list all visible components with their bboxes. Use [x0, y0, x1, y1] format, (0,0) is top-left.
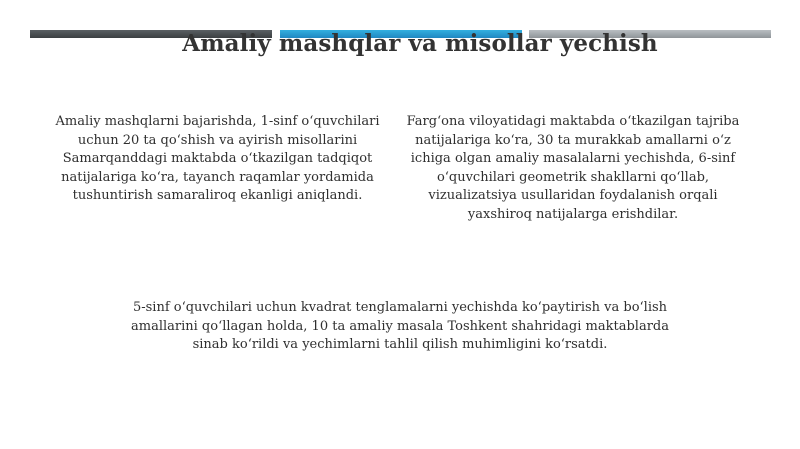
paragraph-tashkent: 5-sinf o‘quvchilari uchun kvadrat tenglamalarni yechishda ko‘paytirish va bo‘lish amallarini qo‘llagan holda, 10 ta amaliy masala Toshkent shahridagi maktablarda sinab ko‘rildi va yechimlarni tahlil qilish muhimligini ko‘rsatdi.	[131, 300, 669, 352]
paragraph-samarkand: Amaliy mashqlarni bajarishda, 1-sinf o‘quvchilari uchun 20 ta qo‘shish va ayirish misollarini Samarqanddagi maktabda o‘tkazilgan tadqiqot natijalariga ko‘ra, tayanch raqamlar yordamida tushuntirish samaraliroq ekanligi aniqlandi.	[55, 114, 380, 203]
slide-title: Amaliy mashqlar va misollar yechish	[182, 30, 658, 57]
paragraph-fergana: Farg‘ona viloyatidagi maktabda o‘tkazilgan tajriba natijalariga ko‘ra, 30 ta murakkab amallarni o‘z ichiga olgan amaliy masalalarni yechishda, 6-sinf o‘quvchilari geometrik shakllarni qo‘llab, vizualizatsiya usullaridan foydalanish orqali yaxshiroq natijalarga erishdilar.	[406, 114, 740, 222]
